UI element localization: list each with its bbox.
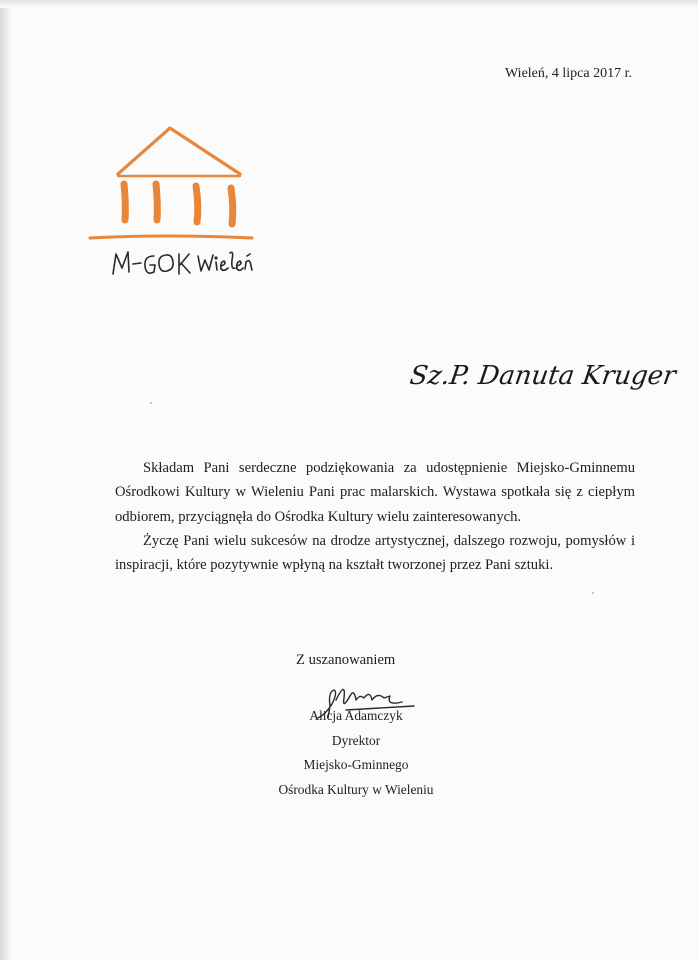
addressee-handwritten xyxy=(407,348,678,400)
logo-text xyxy=(113,252,252,274)
svg-text:Sz.P. Danuta Kruger: Sz.P. Danuta Kruger xyxy=(407,361,678,391)
scan-speck xyxy=(150,402,152,404)
scan-edge xyxy=(0,0,10,960)
body-paragraph: Składam Pani serdeczne podziękowania za udostępnienie Miejsko-Gminnemu Ośrodkowi Kultury w Wieleniu Pani prac malarskich. Wystawa spotkała się z ciepłym odbiorem, przyciągnęła do Ośrodka Kultury wielu zainteresowanych. xyxy=(115,460,635,525)
signatory-name: Alicja Adamczyk xyxy=(309,708,403,723)
scan-speck xyxy=(592,592,594,594)
signatory-organization: Miejsko-Gminnego xyxy=(303,757,409,772)
body-paragraph: Życzę Pani wielu sukcesów na drodze artystycznej, dalszego rozwoju, pomysłów i inspiracji, które pozytywnie wpłyną na kształt tworzonej przez Pani sztuki. xyxy=(115,532,635,574)
signatory-organization: Ośrodka Kultury w Wieleniu xyxy=(278,781,434,797)
organization-logo xyxy=(88,122,258,282)
building-columns-icon xyxy=(90,128,252,238)
letter-body xyxy=(115,456,635,577)
signatory-role: Dyrektor xyxy=(331,732,381,748)
signature-block xyxy=(258,704,454,802)
closing-salutation: Z uszanowaniem xyxy=(296,652,396,668)
scan-edge xyxy=(0,0,698,8)
letter-date: Wieleń, 4 lipca 2017 r. xyxy=(505,66,632,81)
